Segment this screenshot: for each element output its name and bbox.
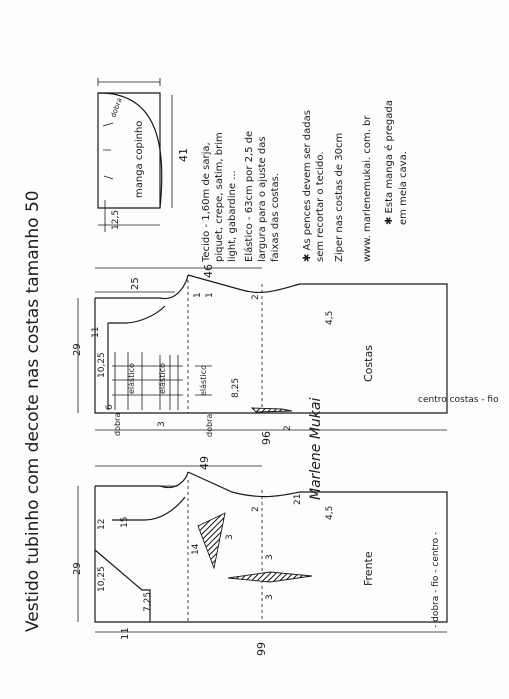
note-pences-2: sem recortar o tecido.	[315, 151, 326, 262]
back-measure-29: 29	[72, 343, 83, 356]
front-bodice-piece	[78, 466, 447, 632]
bust-dart	[198, 513, 225, 568]
back-measure-1a: 1	[193, 292, 203, 298]
front-measure-7-25: 7,25	[143, 591, 153, 612]
back-measure-2b: 2	[283, 425, 293, 431]
front-measure-29: 29	[72, 562, 83, 575]
sleeve-length: 41	[177, 148, 190, 162]
back-measure-1b: 1	[205, 292, 215, 298]
waist-dart	[228, 572, 312, 582]
back-armhole-top	[95, 275, 188, 299]
front-dart-a: 3	[265, 554, 275, 560]
back-measure-46: 46	[202, 264, 215, 278]
sleeve-label: manga copinho	[134, 120, 145, 198]
note-fabric-1: Tecido - 1,60m de sarja,	[201, 142, 212, 262]
back-measure-25: 25	[130, 277, 141, 290]
note-elastic-2: largura para o ajuste das	[257, 136, 268, 262]
signature: Marlene Mukai	[308, 397, 324, 500]
note-sleeve-1: ✱ Esta manga é pregada	[384, 100, 395, 225]
front-measure-12: 12	[97, 518, 107, 530]
front-measure-15: 15	[120, 516, 130, 528]
front-measure-3: 3	[225, 534, 235, 540]
front-measure-10-25: 10,25	[97, 566, 107, 592]
front-dart-b: 3	[265, 594, 275, 600]
front-measure-4-5: 4,5	[325, 505, 335, 520]
note-zipper: Ziper nas costas de 30cm	[334, 132, 345, 262]
back-measure-3: 3	[157, 421, 167, 427]
note-elastic-1: Elástico - 63cm por 2,5 de	[244, 130, 255, 262]
back-measure-96: 96	[260, 431, 273, 445]
back-fold-label-2: dobra	[205, 413, 214, 437]
note-fabric-2: piquet, crepe, satim, brim	[214, 132, 225, 262]
back-measure-11: 11	[91, 326, 101, 338]
back-measure-10-25: 10,25	[97, 352, 107, 378]
back-elastic-label-2: elástico	[158, 363, 167, 394]
back-measure-2a: 2	[251, 294, 261, 300]
back-measure-8-25: 8,25	[231, 377, 241, 398]
note-elastic-3: faixas das costas.	[270, 173, 281, 262]
front-measure-2: 2	[251, 506, 261, 512]
back-measure-6: 6	[105, 404, 115, 410]
front-measure-14: 14	[191, 543, 201, 555]
back-measure-4-5: 4,5	[325, 310, 335, 325]
sleeve-cap-curve	[98, 93, 162, 208]
front-measure-49: 49	[198, 456, 211, 470]
sleeve-width: 12,5	[111, 209, 121, 230]
back-bodice-piece	[78, 268, 447, 430]
pattern-title: Vestido tubinho com decote nas costas tamanho 50	[23, 190, 43, 632]
front-measure-11: 11	[120, 627, 131, 640]
back-fold-label-1: dobra	[113, 412, 122, 436]
back-elastic-label-3: elástico	[199, 365, 208, 396]
front-fold-line: - dobra - fio - centro -	[431, 531, 441, 628]
note-website: www. marlenemukai. com. br	[362, 115, 373, 262]
back-elastic-label-1: elástico	[127, 363, 136, 394]
front-armhole-top	[95, 472, 188, 487]
note-sleeve-2: em meia cava.	[398, 151, 409, 225]
sleeve-fold-label: dobra	[109, 96, 124, 119]
note-pences-1: ✱ As pences devem ser dadas	[302, 110, 313, 262]
note-fabric-3: light, gabardine ...	[227, 170, 238, 262]
front-measure-99: 99	[255, 642, 268, 656]
back-dart	[252, 408, 292, 412]
front-measure-21: 21	[293, 493, 303, 505]
back-center-line: centro costas - fio	[418, 395, 499, 405]
back-label: Costas	[362, 345, 375, 382]
front-label: Frente	[362, 551, 375, 586]
